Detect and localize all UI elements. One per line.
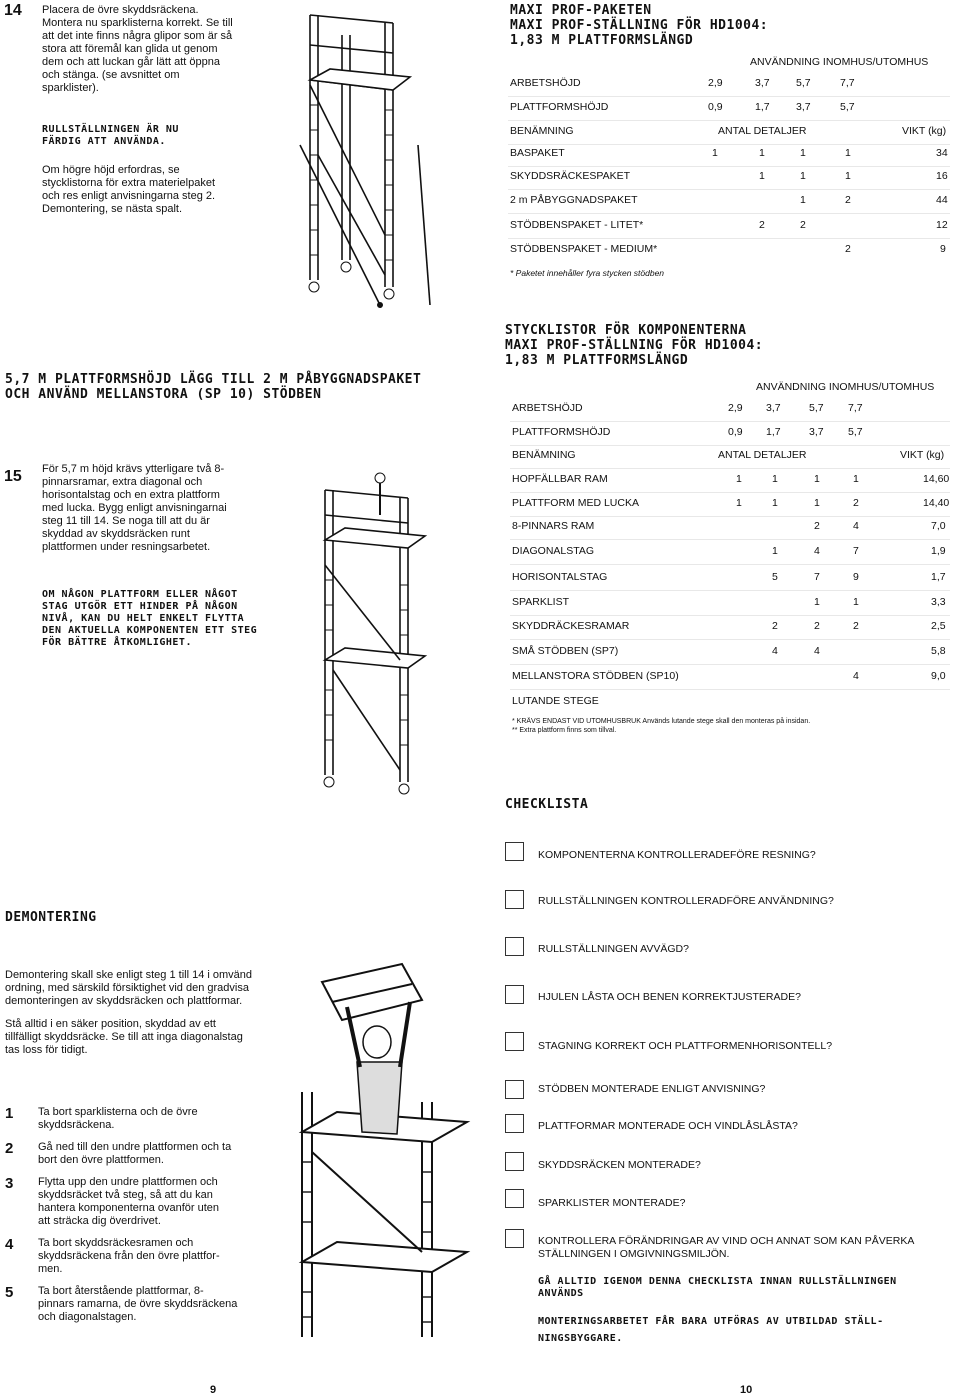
step-14-text: Placera de övre skyddsräckena. Montera nu sparklisterna korrekt. Se till att det inte finns några glipor som är så stora att föremål kan glida ut genom dem och att luckan går lätt att öppna och stänga. (se avsnittet om sparklister).	[42, 4, 233, 94]
table2-footnote-1: * KRÄVS ENDAST VID UTOMHUSBRUK Används lutande stege skall den monteras på insidan.	[512, 718, 811, 725]
checklist-item-label: RULLSTÄLLNINGEN KONTROLLERADFÖRE ANVÄNDNING?	[538, 895, 834, 907]
table2-row-platformheight: PLATTFORMSHÖJD 0,9 1,7 3,7 5,7	[510, 421, 950, 446]
dismantle-step-1-number: 1	[5, 1105, 14, 1122]
step-15-text: För 5,7 m höjd krävs ytterligare två 8-pinnarsramar, extra diagonal och horisontalstag och en extra plattform med lucka. Bygg enligt anvisningarnai steg 11 till 14. Se noga till att du är skyddad av skyddsräcken runt plattformen under resningsarbetet.	[42, 463, 227, 553]
dismantle-step-4-number: 4	[5, 1236, 14, 1253]
table1-row: BASPAKET 1 1 1 1 34	[508, 142, 950, 167]
table2-row: 8-PINNARS RAM 2 4 7,0	[510, 515, 950, 540]
table2-row: LUTANDE STEGE	[512, 695, 599, 707]
checklist-checkbox[interactable]	[505, 1032, 524, 1051]
table1-title-2: MAXI PROF-STÄLLNING FÖR HD1004:	[510, 18, 769, 33]
dismantle-step-3-number: 3	[5, 1175, 14, 1192]
checklist-item-label: STAGNING KORREKT OCH PLATTFORMENHORISONTELL?	[538, 1040, 833, 1052]
ready-text: Om högre höjd erfordras, se stycklistorna för extra materielpaket och res enligt anvisningarna steg 2. Demontering, se nästa spalt.	[42, 164, 216, 215]
dismantle-step-5-number: 5	[5, 1284, 14, 1301]
ready-heading: RULLSTÄLLNINGEN ÄR NU FÄRDIG ATT ANVÄNDA.	[42, 124, 179, 147]
dismantle-step-2-text: Gå ned till den undre plattformen och ta bort den övre plattformen.	[38, 1141, 232, 1166]
page-number-left: 9	[210, 1384, 217, 1396]
dismantle-step-4-text: Ta bort skyddsräckesramen och skyddsräckena från den övre plattformen.	[38, 1237, 220, 1275]
checklist-checkbox[interactable]	[505, 1152, 524, 1171]
dismantle-step-3-text: Flytta upp den undre plattformen och skyddsräcket två steg, så att du kan hantera komponenterna ovanför uten att sträcka dig överdrivet.	[38, 1176, 220, 1227]
checklist-item-label: KONTROLLERA FÖRÄNDRINGAR AV VIND OCH ANNAT SOM KAN PÅVERKA STÄLLNINGEN I OMGIVNINGSMILJÖN.	[538, 1235, 914, 1260]
table1-title-1: MAXI PROF-PAKETEN	[510, 3, 652, 18]
table2-header: BENÄMNING ANTAL DETALJER VIKT (kg)	[510, 444, 950, 469]
checklist-item-label: PLATTFORMAR MONTERADE OCH VINDLÅSLÅSTA?	[538, 1120, 798, 1132]
dismantle-step-5-text: Ta bort återstående plattformar, 8-pinnars ramarna, de övre skyddsräckena och diagonalstagen.	[38, 1285, 238, 1323]
checklist-checkbox[interactable]	[505, 1114, 524, 1133]
dismantle-heading: DEMONTERING	[5, 910, 97, 925]
scaffold-illustration-dismantle	[262, 962, 477, 1342]
table2-footnote-2: ** Extra plattform finns som tillval.	[512, 727, 617, 734]
table1-row-workheight: ARBETSHÖJD 2,9 3,7 5,7 7,7	[508, 72, 950, 97]
table1-row-platformheight: PLATTFORMSHÖJD 0,9 1,7 3,7 5,7	[508, 96, 950, 121]
section-57-heading: 5,7 M PLATTFORMSHÖJD LÄGG TILL 2 M PÅBYGGNADSPAKET OCH ANVÄND MELLANSTORA (SP 10) STÖDBEN	[5, 372, 422, 402]
dismantle-p2: Stå alltid i en säker position, skyddad av ett tillfälligt skyddsräcke. Se till att inga diagonalstag tas loss för tidigt.	[5, 1018, 243, 1056]
checklist-checkbox[interactable]	[505, 985, 524, 1004]
table1-row: SKYDDSRÄCKESPAKET 1 1 1 16	[508, 165, 950, 190]
step-14-number: 14	[4, 2, 22, 19]
checklist-note-2: MONTERINGSARBETET FÅR BARA UTFÖRAS AV UTBILDAD STÄLLNINGSBYGGARE.	[538, 1316, 884, 1344]
checklist-heading: CHECKLISTA	[505, 797, 589, 812]
checklist-item-label: SPARKLISTER MONTERADE?	[538, 1197, 686, 1209]
table1-footnote: * Paketet innehåller fyra stycken stödben	[510, 268, 665, 278]
scaffold-illustration-tall	[290, 470, 450, 800]
page-number-right: 10	[740, 1384, 753, 1396]
dismantle-step-2-number: 2	[5, 1140, 14, 1157]
dismantle-step-1-text: Ta bort sparklisterna och de övre skyddsräckena.	[38, 1106, 198, 1131]
checklist-item-label: HJULEN LÅSTA OCH BENEN KORREKTJUSTERADE?	[538, 991, 801, 1003]
checklist-checkbox[interactable]	[505, 1080, 524, 1099]
table2-usage: ANVÄNDNING INOMHUS/UTOMHUS	[756, 381, 935, 393]
table1-usage: ANVÄNDNING INOMHUS/UTOMHUS	[750, 56, 929, 68]
table2-row: HORISONTALSTAG 5 7 9 1,7	[510, 566, 950, 591]
checklist-checkbox[interactable]	[505, 842, 524, 861]
checklist-item-label: KOMPONENTERNA KONTROLLERADEFÖRE RESNING?	[538, 849, 816, 861]
table2-row: PLATTFORM MED LUCKA 1 1 1 2 14,40	[510, 492, 950, 517]
table2-row: HOPFÄLLBAR RAM 1 1 1 1 14,60	[510, 468, 950, 493]
checklist-checkbox[interactable]	[505, 1189, 524, 1208]
checklist-note-1: GÅ ALLTID IGENOM DENNA CHECKLISTA INNAN RULLSTÄLLNINGEN ANVÄNDS	[538, 1276, 897, 1299]
dismantle-p1: Demontering skall ske enligt steg 1 till 14 i omvänd ordning, med särskild försiktighet vid den gradvisa demonteringen av skyddsräcken och plattformar.	[5, 969, 253, 1007]
table2-row-workheight: ARBETSHÖJD 2,9 3,7 5,7 7,7	[510, 397, 950, 422]
table1-row: STÖDBENSPAKET - LITET* 2 2 12	[508, 214, 950, 239]
table2-row: MELLANSTORA STÖDBEN (SP10) 4 9,0	[510, 665, 950, 690]
checklist-item-label: RULLSTÄLLNINGEN AVVÄGD?	[538, 943, 689, 955]
checklist-item-label: STÖDBEN MONTERADE ENLIGT ANVISNING?	[538, 1083, 766, 1095]
checklist-checkbox[interactable]	[505, 890, 524, 909]
scaffold-illustration-top	[280, 5, 440, 310]
table1-row: 2 m PÅBYGGNADSPAKET 1 2 44	[508, 189, 950, 214]
warning-text: OM NÅGON PLATTFORM ELLER NÅGOT STAG UTGÖR ETT HINDER PÅ NÅGON NIVÅ, KAN DU HELT ENKELT FLYTTA DEN AKTUELLA KOMPONENTEN ETT STEG FÖR BÄTTRE ÅTKOMLIGHET.	[42, 589, 258, 648]
table2-row: SMÅ STÖDBEN (SP7) 4 4 5,8	[510, 640, 950, 665]
table1-title-3: 1,83 M PLATTFORMSLÄNGD	[510, 33, 694, 48]
table1-row: STÖDBENSPAKET - MEDIUM* 2 9	[510, 243, 946, 255]
table2-title-3: 1,83 M PLATTFORMSLÄNGD	[505, 353, 689, 368]
table2-row: DIAGONALSTAG 1 4 7 1,9	[510, 540, 950, 565]
table1-header: BENÄMNING ANTAL DETALJER VIKT (kg)	[508, 120, 950, 145]
table2-row: SPARKLIST 1 1 3,3	[510, 591, 950, 616]
checklist-checkbox[interactable]	[505, 1229, 524, 1248]
step-15-number: 15	[4, 468, 22, 485]
table2-title-1: STYCKLISTOR FÖR KOMPONENTERNA	[505, 323, 747, 338]
table2-title-2: MAXI PROF-STÄLLNING FÖR HD1004:	[505, 338, 764, 353]
table2-row: SKYDDRÄCKESRAMAR 2 2 2 2,5	[510, 615, 950, 640]
checklist-item-label: SKYDDSRÄCKEN MONTERADE?	[538, 1159, 701, 1171]
checklist-checkbox[interactable]	[505, 937, 524, 956]
